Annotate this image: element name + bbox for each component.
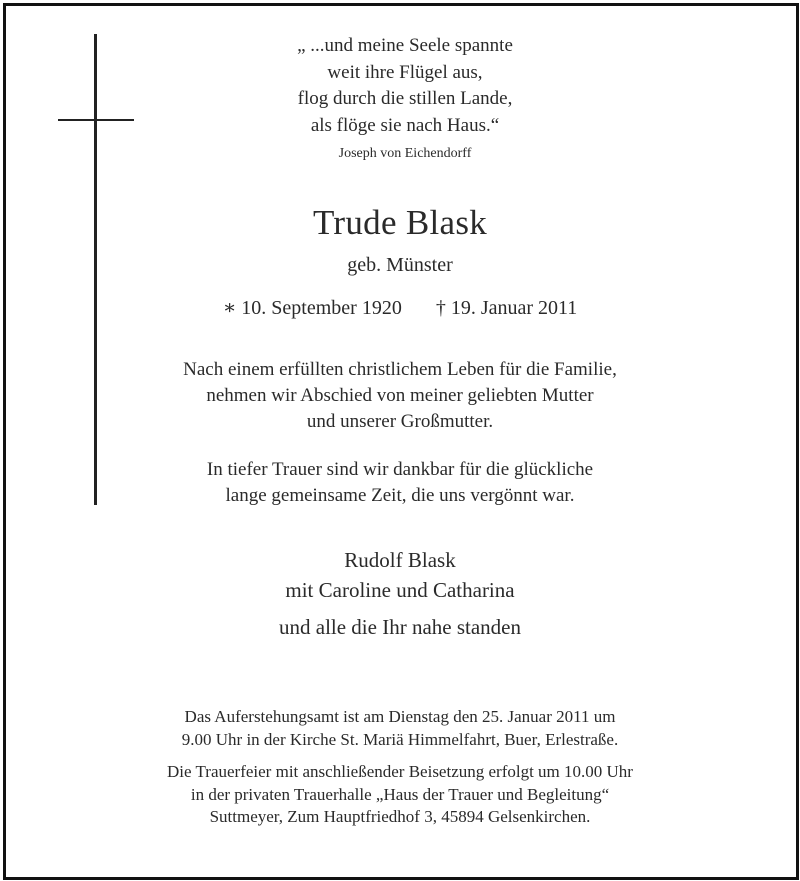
burial-notice	[0, 761, 800, 829]
gratitude-paragraph	[0, 457, 800, 509]
death-date: † 19. Januar 2011	[435, 297, 578, 319]
burial-line: in der privaten Trauerhalle „Haus der Trauer und Begleitung“	[190, 784, 610, 804]
gratitude-line: lange gemeinsame Zeit, die uns vergönnt war.	[225, 485, 575, 506]
poem-quote	[0, 33, 800, 139]
birth-date: ∗ 10. September 1920	[222, 297, 402, 319]
farewell-line: nehmen wir Abschied von meiner geliebten Mutter	[206, 385, 594, 406]
mourners-block	[0, 545, 800, 605]
mourner-name: Rudolf Blask	[344, 548, 456, 572]
mourners-others: und alle die Ihr nahe standen	[279, 615, 521, 639]
farewell-line: Nach einem erfüllten christlichem Leben für die Familie,	[183, 359, 617, 380]
mourner-family: mit Caroline und Catharina	[285, 578, 515, 602]
poem-line: weit ihre Flügel aus,	[327, 61, 483, 83]
gratitude-line: In tiefer Trauer sind wir dankbar für die glückliche	[206, 459, 594, 480]
birth-name: geb. Münster	[347, 254, 453, 276]
poem-line: „ ...und meine Seele spannte	[297, 35, 513, 56]
burial-line: Suttmeyer, Zum Hauptfriedhof 3, 45894 Gelsenkirchen.	[209, 807, 591, 826]
poem-author: Joseph von Eichendorff	[338, 146, 472, 161]
farewell-line: und unserer Großmutter.	[306, 411, 494, 432]
deceased-name: Trude Blask	[312, 203, 488, 242]
poem-line: als flöge sie nach Haus.“	[310, 114, 500, 136]
mass-line: Das Auferstehungsamt ist am Dienstag den 25. Januar 2011 um	[184, 707, 616, 726]
mass-line: 9.00 Uhr in der Kirche St. Mariä Himmelfahrt, Buer, Erlestraße.	[181, 729, 619, 749]
poem-line: flog durch die stillen Lande,	[297, 88, 513, 109]
burial-line: Die Trauerfeier mit anschließender Beisetzung erfolgt um 10.00 Uhr	[167, 762, 633, 781]
life-dates	[0, 295, 800, 320]
farewell-paragraph	[0, 357, 800, 435]
mass-notice	[0, 706, 800, 751]
